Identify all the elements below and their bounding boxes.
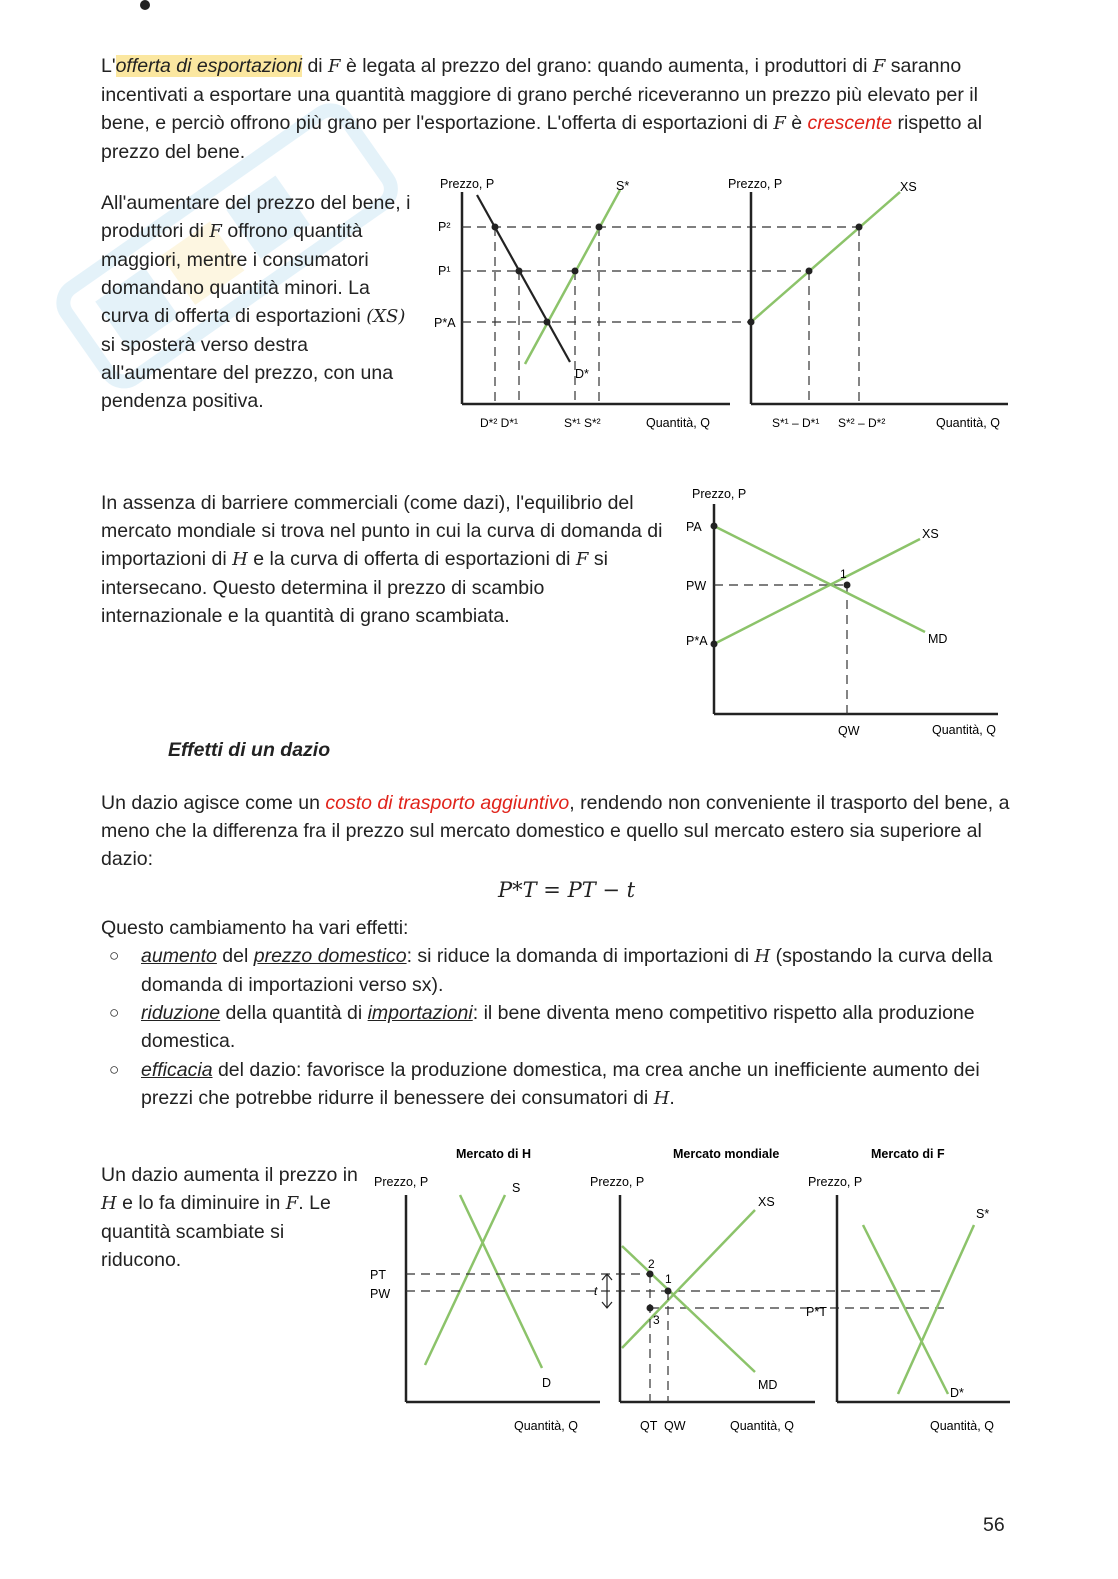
fig3-panel-h	[370, 1175, 600, 1433]
export-supply-curve-xs	[751, 192, 900, 322]
page-number: 56	[983, 1514, 1005, 1536]
fig1-left-x-label: Quantità, Q	[646, 416, 710, 430]
figure-export-supply	[430, 172, 1020, 442]
fig3-title-world: Mercato mondiale	[673, 1147, 780, 1161]
list-item: ○ aumento del prezzo domestico: si riduce la domanda di importazioni di H (spostando la curva della domanda di importazioni verso sx).	[109, 945, 993, 996]
fig1-s-label: S*	[616, 179, 630, 193]
fig3-pt-label: PT	[370, 1268, 386, 1282]
fig1-q2-label: S*² – D*²	[838, 416, 886, 430]
paragraph-tariff: Un dazio agisce come un costo di trasporto aggiuntivo, rendendo non conveniente il trasporto del bene, a meno che la differenza fra il prezzo sul mercato domestico e quello sul mercato estero sia superiore al dazio:	[101, 792, 1010, 870]
demand-curve-d-star	[477, 195, 570, 362]
fig1-q1-label: S*¹ – D*¹	[772, 416, 820, 430]
fig3-qw-label: QW	[664, 1419, 686, 1433]
fig1-left-panel	[434, 177, 860, 430]
fig1-pa-label: P*A	[434, 316, 456, 330]
fig1-d-ticks: D*² D*¹	[480, 416, 518, 430]
figure-world-equilibrium	[680, 484, 1020, 754]
fig3-h-x-label: Quantità, Q	[514, 1419, 578, 1433]
fig2-point-label: 1	[840, 567, 847, 581]
list-item: ○ riduzione della quantità di importazioni: il bene diventa meno competitivo rispetto alla produzione domestica.	[109, 1002, 975, 1052]
fig3-panel-f	[806, 1175, 1010, 1433]
fig3-f-x-label: Quantità, Q	[930, 1419, 994, 1433]
export-supply-curve-xs	[714, 539, 920, 644]
fig2-xs-label: XS	[922, 527, 939, 541]
fig1-p2-label: P²	[438, 220, 451, 234]
fig1-right-y-label: Prezzo, P	[728, 177, 783, 191]
fig1-d-label: D*	[575, 367, 589, 381]
fig1-right-x-label: Quantità, Q	[936, 416, 1000, 430]
effects-list	[101, 942, 1001, 1113]
bullet-dot	[140, 0, 150, 10]
fig3-s-label: S	[512, 1181, 521, 1195]
fig3-title-f: Mercato di F	[871, 1147, 945, 1161]
paragraph-tariff-summary: Un dazio aumenta il prezzo in H e lo fa diminuire in F. Le quantità scambiate si riducono.	[101, 1164, 358, 1271]
list-item: ○ efficacia del dazio: favorisce la produzione domestica, ma crea anche un inefficiente aumento dei prezzi che potrebbe ridurre il benessere dei consumatori di H.	[109, 1059, 980, 1109]
fig3-panel-world	[590, 1175, 815, 1433]
fig3-md-label: MD	[758, 1378, 778, 1392]
fig1-s-ticks: S*¹ S*²	[564, 416, 601, 430]
fig2-pas-label: P*A	[686, 634, 708, 648]
fig2-y-label: Prezzo, P	[692, 487, 747, 501]
fig2-pa-label: PA	[686, 520, 702, 534]
supply-curve-s	[425, 1195, 505, 1365]
fig2-qw-label: QW	[838, 724, 860, 738]
import-demand-curve-md	[714, 526, 925, 632]
fig3-pts-label: P*T	[806, 1305, 827, 1319]
fig3-point-3: 3	[653, 1313, 660, 1327]
fig3-qt-label: QT	[640, 1419, 658, 1433]
import-demand-curve-md	[622, 1246, 755, 1372]
fig2-md-label: MD	[928, 632, 948, 646]
paragraph-xs-curve: All'aumentare del prezzo del bene, i produttori di F offrono quantità maggiori, mentre i consumatori domandano quantità minori. La curva di offerta di esportazioni (XS) si sposterà verso destra all'aumentare del prezzo, con una pendenza positiva.	[101, 192, 411, 412]
tariff-formula: P*T = PT − t	[498, 878, 636, 902]
fig3-title-h: Mercato di H	[456, 1147, 532, 1161]
fig1-right-panel	[728, 177, 1008, 430]
fig3-t-label: t	[594, 1284, 598, 1298]
fig3-pw-label: PW	[370, 1287, 391, 1301]
fig3-point-1: 1	[665, 1272, 672, 1286]
fig3-d-label: D	[542, 1376, 552, 1390]
fig3-h-y-label: Prezzo, P	[374, 1175, 429, 1189]
supply-curve-s-star	[525, 190, 620, 364]
effects-intro: Questo cambiamento ha vari effetti:	[101, 917, 409, 939]
fig3-ds-label: D*	[950, 1386, 964, 1400]
fig2-x-label: Quantità, Q	[932, 723, 996, 737]
figure-tariff-effects	[370, 1140, 1018, 1450]
fig3-point-2: 2	[648, 1257, 655, 1271]
fig3-w-y-label: Prezzo, P	[590, 1175, 645, 1189]
demand-curve-d	[460, 1195, 542, 1368]
highlighted-term: offerta di esportazioni	[115, 55, 303, 77]
fig1-left-y-label: Prezzo, P	[440, 177, 495, 191]
fig3-xs-label: XS	[758, 1195, 775, 1209]
fig1-p1-label: P¹	[438, 264, 451, 278]
section-heading: Effetti di un dazio	[168, 739, 331, 761]
fig3-ss-label: S*	[976, 1207, 990, 1221]
fig1-xs-label: XS	[900, 180, 917, 194]
paragraph-export-supply: L'offerta di esportazioni di F è legata al prezzo del grano: quando aumenta, i produttori di F saranno incentivati a esportare una quantità maggiore di grano perché riceveranno un prezzo più elevato per il bene, e perciò offrono più grano per l'esportazione. L'offerta di esportazioni di F è crescente rispetto al prezzo del bene.	[101, 55, 983, 163]
fig3-w-x-label: Quantità, Q	[730, 1419, 794, 1433]
paragraph-world-equilibrium: In assenza di barriere commerciali (come dazi), l'equilibrio del mercato mondiale si trova nel punto in cui la curva di domanda di importazioni di H e la curva di offerta di esportazioni di F si intersecano. Questo determina il prezzo di scambio internazionale e la quantità di grano scambiata.	[101, 492, 663, 627]
export-supply-curve-xs	[622, 1210, 755, 1348]
fig2-pw-label: PW	[686, 579, 707, 593]
fig3-f-y-label: Prezzo, P	[808, 1175, 863, 1189]
